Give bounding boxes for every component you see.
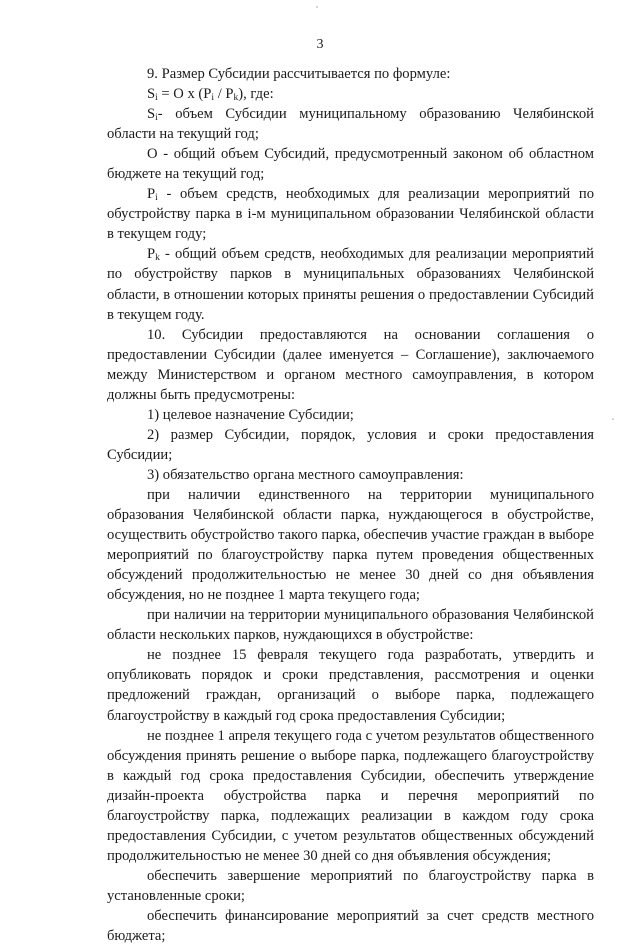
list-item-2: 2) размер Субсидии, порядок, условия и сроки предоставления Субсидии; xyxy=(107,426,594,463)
definition-o: О - общий объем Субсидий, предусмотренный законом об областном бюджете на текущий год; xyxy=(107,146,594,183)
clause-financing: обеспечить финансирование мероприятий за счет средств местного бюджета; xyxy=(107,907,594,945)
clause-several-parks: при наличии на территории муниципального образования Челябинской области нескольких парков, нуждающихся в обустройстве: xyxy=(107,607,594,644)
formula-line: $S_i = О$ х $(P_i / P_k)$, где: xyxy=(147,86,274,104)
clause-completion: обеспечить завершение мероприятий по благоустройству парка в установленные сроки; xyxy=(107,867,594,904)
scan-speck xyxy=(316,6,318,8)
definition-pk: $P_k$ - общий объем средств, необходимых для реализации мероприятий по обустройству парков в муниципальных образованиях Челябинской области, в отношении которых приняты решения о предоставлении Субсидий в текущем году. xyxy=(107,246,594,323)
definition-si: $S_i-$ объем Субсидии муниципальному образованию Челябинской области на текущий год; xyxy=(107,106,594,143)
clause-april-deadline: не позднее 1 апреля текущего года с учетом результатов общественного обсуждения принять решение о выборе парка, подлежащего благоустройству в каждый год срока предоставления Субсидии, обеспечить утверждение дизайн-проекта обустройства парка и перечня мероприятий по благоустройству парка, подлежащих реализации в каждом году срока предоставления Субсидии, с учетом результатов общественных обсуждений продолжительностью не менее 30 дней со дня объявления обсуждения; xyxy=(107,727,594,864)
document-body xyxy=(107,64,594,946)
clause-single-park: при наличии единственного на территории муниципального образования Челябинской области парка, нуждающегося в обустройстве, осуществить обустройство такого парка, обеспечив участие граждан в выборе мероприятий по благоустройству парка путем проведения общественных обсуждений продолжительностью не менее 30 дней со дня объявления обсуждения, но не позднее 1 марта текущего года; xyxy=(107,486,594,604)
page-number: 3 xyxy=(316,37,324,52)
paragraph-10: 10. Субсидии предоставляются на основании соглашения о предоставлении Субсидии (далее именуется – Соглашение), заключаемого между Министерством и органом местного самоуправления, в котором должны быть предусмотрены: xyxy=(107,326,594,403)
list-item-1: 1) целевое назначение Субсидии; xyxy=(147,406,354,423)
paragraph-9-intro: 9. Размер Субсидии рассчитывается по формуле: xyxy=(147,66,451,82)
list-item-3: 3) обязательство органа местного самоуправления: xyxy=(147,466,464,483)
scan-speck xyxy=(612,418,614,420)
clause-february-deadline: не позднее 15 февраля текущего года разработать, утвердить и опубликовать порядок и сроки представления, рассмотрения и оценки предложений граждан, организаций о выборе парка, подлежащего благоустройству в каждый год срока предоставления Субсидии; xyxy=(107,647,594,724)
definition-pi: $P_i$ - объем средств, необходимых для реализации мероприятий по обустройству парка в i-м муниципальном образовании Челябинской области в текущем году; xyxy=(107,186,594,243)
